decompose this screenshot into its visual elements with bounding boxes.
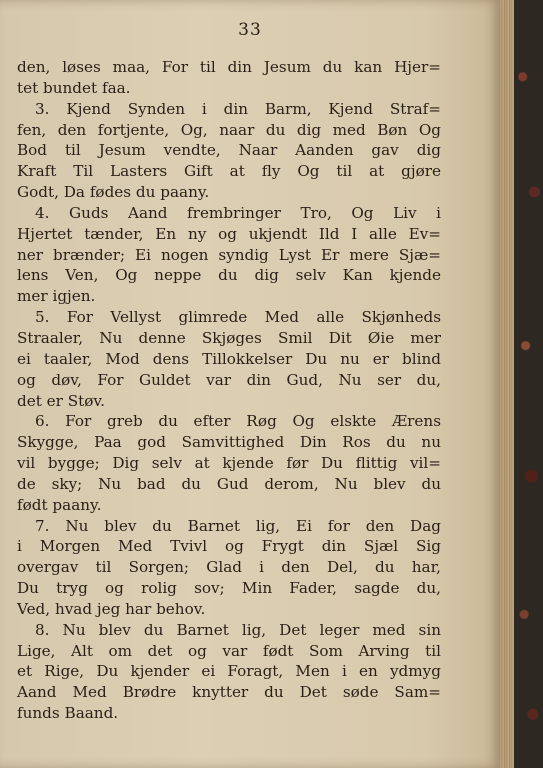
- text-line: Aand Med Brødre knytter du Det søde Sam=: [17, 683, 441, 702]
- text-line: Kraft Til Lasters Gift at fly Og til at gjøre: [17, 162, 441, 181]
- text-line: 4. Guds Aand frembringer Tro, Og Liv i: [35, 203, 441, 222]
- text-line: 8. Nu blev du Barnet lig, Det leger med sin: [35, 620, 441, 639]
- text-line: vil bygge; Dig selv at kjende før Du flittig vil=: [17, 454, 441, 473]
- text-line: 5. For Vellyst glimrede Med alle Skjønheds: [35, 308, 441, 327]
- text-line: tet bundet faa.: [17, 78, 131, 97]
- text-line: 3. Kjend Synden i din Barm, Kjend Straf=: [35, 99, 441, 118]
- text-line: overgav til Sorgen; Glad i den Del, du har,: [17, 558, 441, 577]
- text-line: et Rige, Du kjender ei Foragt, Men i en ydmyg: [17, 662, 441, 681]
- text-line: Hjertet tænder, En ny og ukjendt Ild I alle Ev=: [17, 224, 441, 243]
- text-line: funds Baand.: [17, 704, 119, 723]
- page-number: 33: [238, 20, 262, 40]
- text-line: Bod til Jesum vendte, Naar Aanden gav dig: [17, 141, 441, 160]
- text-line: fen, den fortjente, Og, naar du dig med Bøn Og: [17, 120, 441, 139]
- page-edges: [500, 0, 514, 768]
- text-line: Straaler, Nu denne Skjøges Smil Dit Øie mer: [17, 328, 441, 347]
- text-line: mer igjen.: [17, 287, 96, 306]
- text-line: født paany.: [17, 495, 102, 514]
- text-line: Godt, Da fødes du paany.: [17, 183, 210, 202]
- text-line: ei taaler, Mod dens Tillokkelser Du nu er blind: [17, 349, 441, 368]
- hymn-text: [17, 57, 441, 724]
- text-line: Ved, hvad jeg har behov.: [17, 599, 206, 618]
- marbled-cover: [514, 0, 543, 768]
- text-line: 6. For greb du efter Røg Og elskte Ærens: [35, 412, 441, 431]
- text-line: og døv, For Guldet var din Gud, Nu ser du,: [17, 370, 441, 389]
- text-line: i Morgen Med Tvivl og Frygt din Sjæl Sig: [17, 537, 441, 556]
- text-line: de sky; Nu bad du Gud derom, Nu blev du: [17, 474, 441, 493]
- text-line: ner brænder; Ei nogen syndig Lyst Er mere Sjæ=: [17, 245, 441, 264]
- text-line: Lige, Alt om det og var født Som Arving til: [17, 641, 441, 660]
- text-line: 7. Nu blev du Barnet lig, Ei for den Dag: [35, 516, 441, 535]
- text-line: lens Ven, Og neppe du dig selv Kan kjende: [17, 266, 441, 285]
- text-line: Skygge, Paa god Samvittighed Din Ros du nu: [17, 433, 441, 452]
- text-line: Du tryg og rolig sov; Min Fader, sagde du,: [17, 579, 441, 598]
- text-line: den, løses maa, For til din Jesum du kan Hjer=: [17, 58, 441, 76]
- text-line: det er Støv.: [17, 391, 105, 410]
